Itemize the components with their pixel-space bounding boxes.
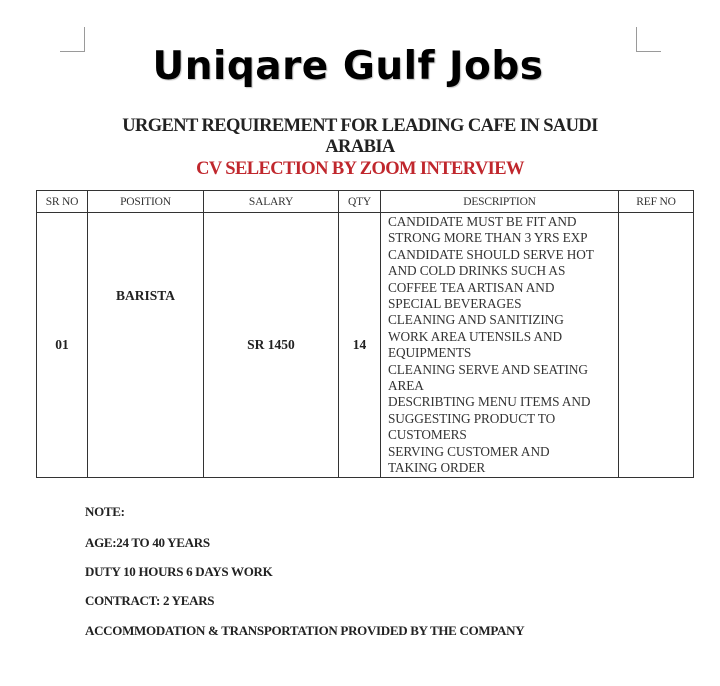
headline-line-1: URGENT REQUIREMENT FOR LEADING CAFE IN SAUDI: [122, 116, 598, 136]
headline-line-2: ARABIA: [325, 137, 395, 157]
cell-ref-no: [619, 213, 694, 478]
cell-qty: 14: [339, 213, 381, 478]
position-value: BARISTA: [115, 288, 176, 303]
cell-position: [88, 213, 204, 478]
note-benefits: ACCOMMODATION & TRANSPORTATION PROVIDED BY THE COMPANY: [85, 623, 525, 638]
header-qty: QTY: [339, 191, 381, 213]
note-title: NOTE:: [85, 504, 125, 519]
brand-title: Uniqare Gulf Jobs: [152, 44, 544, 89]
header-ref-no: REF NO: [619, 191, 694, 213]
table-header-row: [37, 191, 694, 213]
description-line: CANDIDATE MUST BE FIT AND: [388, 214, 577, 229]
job-table: [36, 190, 694, 478]
table-row: [37, 213, 694, 478]
cell-description: [381, 213, 619, 478]
subheadline: CV SELECTION BY ZOOM INTERVIEW: [196, 159, 524, 179]
description-line: STRONG MORE THAN 3 YRS EXP: [388, 230, 588, 246]
cell-salary: SR 1450: [204, 213, 339, 478]
cell-sr-no: 01: [37, 213, 88, 478]
description-line: SPECIAL BEVERAGES: [388, 296, 522, 312]
description-line: DESCRIBTING MENU ITEMS AND: [388, 394, 591, 410]
description-line: WORK AREA UTENSILS AND: [388, 328, 562, 344]
description-line: AREA: [388, 378, 424, 394]
description-line: SERVING CUSTOMER AND: [388, 443, 550, 459]
note-duty: DUTY 10 HOURS 6 DAYS WORK: [85, 564, 273, 579]
description-line: CUSTOMERS: [388, 427, 467, 443]
description-line: AND COLD DRINKS SUCH AS: [388, 263, 566, 279]
description-line: EQUIPMENTS: [388, 345, 472, 361]
description-line: CLEANING AND SANITIZING: [388, 312, 564, 328]
description-line: SUGGESTING PRODUCT TO: [388, 410, 556, 426]
header-sr-no: SR NO: [37, 191, 88, 213]
headline: [110, 116, 610, 158]
note-age: AGE:24 TO 40 YEARS: [85, 535, 210, 550]
description-line: CLEANING SERVE AND SEATING: [388, 361, 588, 377]
description-line: TAKING ORDER: [388, 460, 486, 476]
header-salary: SALARY: [204, 191, 339, 213]
description-line: CANDIDATE SHOULD SERVE HOT: [388, 246, 594, 262]
note-contract: CONTRACT: 2 YEARS: [85, 593, 215, 608]
header-position: POSITION: [88, 191, 204, 213]
description-line: COFFEE TEA ARTISAN AND: [388, 279, 555, 295]
header-description: DESCRIPTION: [381, 191, 619, 213]
